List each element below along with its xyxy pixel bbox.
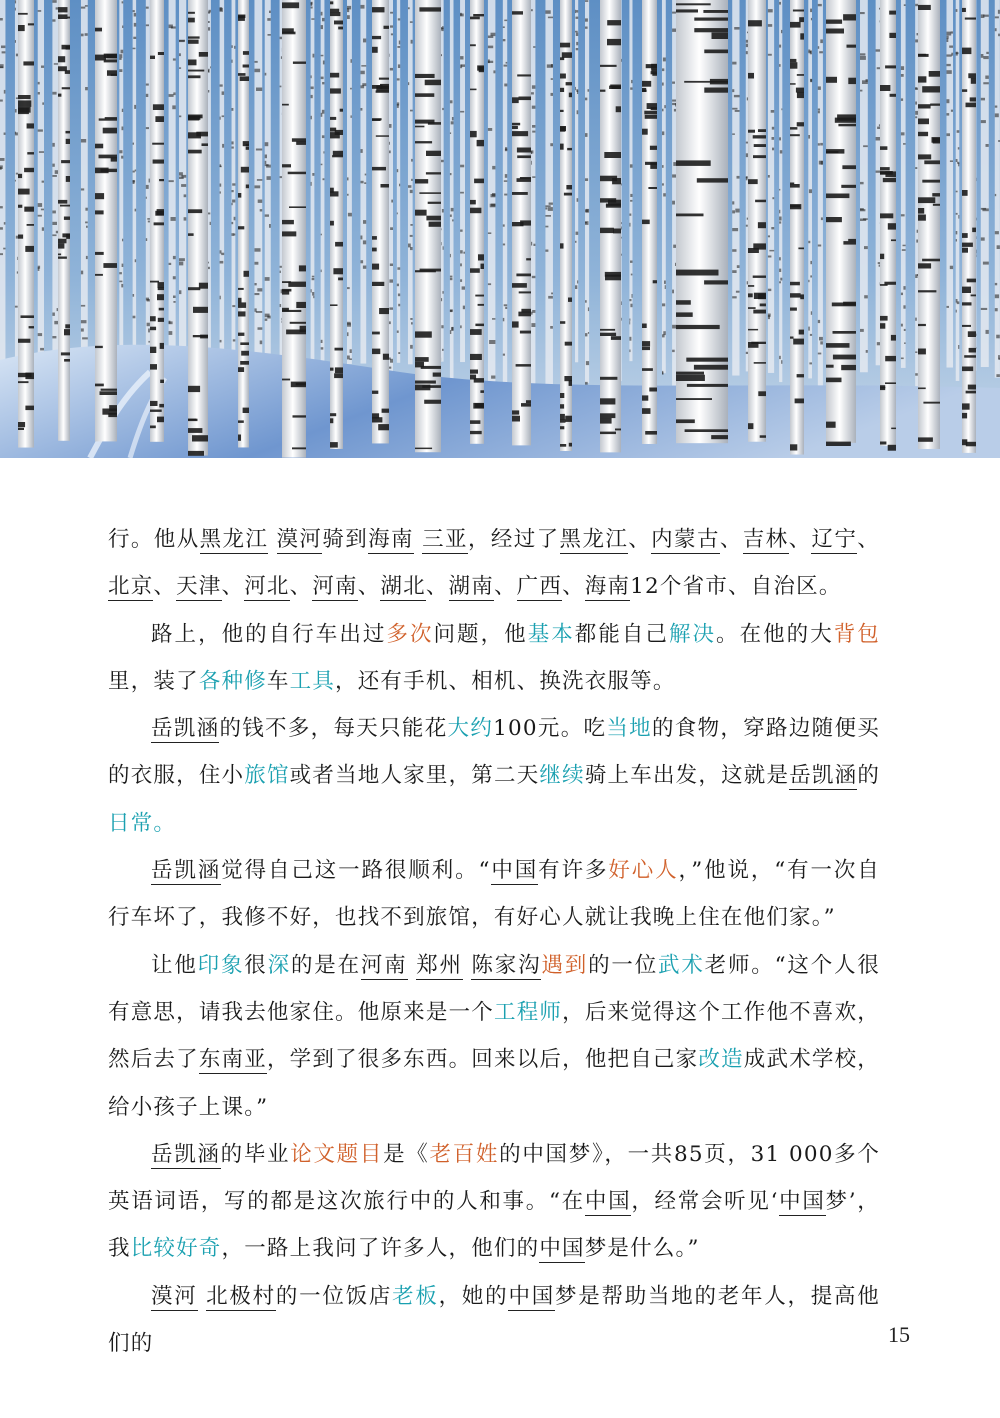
proper-noun: 天津: [176, 574, 222, 600]
text-run: [414, 527, 422, 552]
text-run: 的毕业: [220, 1141, 291, 1167]
text-run: 12个省市、自治区。: [630, 574, 842, 600]
proper-noun: 漠河: [276, 527, 323, 552]
vocab-word: 各种修: [198, 668, 267, 694]
text-run: 问题，他: [433, 621, 528, 647]
text-run: [408, 953, 417, 978]
text-run: 、: [357, 574, 381, 600]
proper-noun: 岳凯涵: [151, 716, 220, 742]
text-run: 梦是帮助当地的老年人，提高他们的: [108, 1283, 880, 1357]
text-run: 、: [628, 527, 652, 552]
text-run: 、: [719, 527, 743, 552]
text-run: ，她的: [438, 1283, 509, 1309]
text-run: ，后来觉得这个工作他不喜欢，然后去了: [108, 999, 880, 1073]
vocab-word: 遇到: [541, 952, 589, 978]
vocab-word: 印象: [197, 952, 245, 978]
birch-forest-photo: [0, 0, 1000, 458]
article-body: [108, 516, 880, 1367]
text-run: 让他: [151, 952, 198, 978]
proper-noun: 北极村: [206, 1283, 276, 1309]
proper-noun: 内蒙古: [651, 527, 720, 552]
vocab-word: 老百姓: [429, 1141, 500, 1167]
text-run: 100元。吃: [493, 716, 607, 742]
vocab-word: 。: [153, 810, 177, 836]
proper-noun: 中国: [539, 1236, 585, 1262]
proper-noun: 郑州: [416, 952, 463, 978]
proper-noun: 陈家沟: [471, 952, 542, 978]
text-run: 老师。“这个人很有意思，请我去他家住。他原来是一个: [108, 952, 881, 1025]
proper-noun: 海南: [584, 574, 631, 600]
proper-noun: 湖南: [448, 574, 494, 600]
proper-noun: 河南: [312, 574, 358, 600]
vocab-word: 日常: [108, 810, 154, 836]
vocab-word: 继续: [539, 763, 585, 789]
paragraph: [108, 1131, 880, 1273]
paragraph: [108, 1273, 880, 1368]
vocab-word: 好心人: [608, 858, 679, 884]
text-run: 的是在: [290, 952, 361, 978]
text-run: 车: [266, 668, 290, 694]
text-run: 、: [857, 527, 880, 552]
paragraph: [108, 847, 880, 942]
vocab-word: 解决: [668, 621, 717, 647]
text-run: 、: [788, 527, 812, 552]
text-run: 的钱不多，每天只能花: [219, 716, 448, 742]
text-run: 的食物，穿路边随便买的衣服，住小: [108, 716, 880, 789]
text-run: 、: [493, 574, 517, 600]
vocab-word: 多次: [386, 621, 434, 647]
vocab-word: 改造: [698, 1047, 744, 1073]
text-run: 骑上车出发，这就是: [584, 763, 790, 789]
text-run: 行。他从: [108, 527, 200, 552]
vocab-word: 工具: [289, 668, 336, 694]
text-run: ，”他说，“有一次自行车坏了，我修不好，也找不到旅馆，有好心人就让我晚上住在他们家。”: [108, 858, 881, 931]
page-number: 15: [888, 1322, 910, 1347]
text-run: 、: [425, 574, 449, 600]
text-run: 都能自己: [574, 621, 669, 647]
text-run: 、: [289, 574, 313, 600]
proper-noun: 东南亚: [198, 1047, 267, 1073]
proper-noun: 岳凯涵: [789, 763, 858, 789]
text-run: 有许多: [538, 858, 609, 884]
proper-noun: 广西: [516, 574, 563, 600]
text-run: [198, 1284, 207, 1309]
proper-noun: 海南: [368, 527, 414, 552]
proper-noun: 岳凯涵: [151, 1141, 221, 1167]
proper-noun: 黑龙江: [559, 527, 629, 552]
paragraph: [108, 705, 880, 847]
text-run: 觉得自己这一路很顺利。“: [221, 858, 491, 884]
text-run: [268, 527, 276, 552]
vocab-word: 老板: [392, 1283, 439, 1309]
text-run: ，一路上我问了许多人，他们的: [221, 1236, 540, 1262]
text-run: 梦’，我: [108, 1189, 880, 1262]
proper-noun: 辽宁: [811, 527, 858, 552]
paragraph: [108, 942, 880, 1131]
text-run: 骑到: [322, 527, 369, 552]
text-run: 。在他的大: [716, 621, 834, 647]
proper-noun: 中国: [584, 1189, 632, 1215]
vocab-word: 基本: [527, 621, 575, 647]
proper-noun: 中国: [508, 1283, 555, 1309]
vocab-word: 深: [267, 952, 291, 978]
proper-noun: 中国: [490, 858, 539, 884]
proper-noun: 湖北: [380, 574, 426, 600]
text-run: 、: [221, 574, 245, 600]
text-run: 的一位饭店: [275, 1283, 393, 1309]
proper-noun: 北京: [108, 574, 154, 600]
text-run: 的中国梦》，一共85页，31 000多个英语词语，写的都是这次旅行中的人和事。“在: [108, 1141, 881, 1215]
paragraph: [108, 516, 880, 611]
text-run: 、: [153, 574, 177, 600]
proper-noun: 吉林: [742, 527, 789, 552]
proper-noun: 河北: [244, 574, 290, 600]
text-run: ，学到了很多东西。回来以后，他把自己家: [266, 1047, 699, 1073]
proper-noun: 三亚: [422, 527, 468, 552]
text-run: 很: [244, 952, 268, 978]
text-run: 路上，他的自行车出过: [151, 621, 387, 647]
text-run: 、: [562, 574, 585, 600]
text-run: ，经过了: [467, 527, 560, 552]
proper-noun: 河南: [360, 952, 408, 978]
vocab-word: 比较好奇: [130, 1236, 222, 1262]
vocab-word: 旅馆: [244, 763, 290, 789]
text-run: 成武术学校，给小孩子上课。”: [108, 1047, 881, 1120]
vocab-word: 武术: [658, 952, 705, 978]
proper-noun: 黑龙江: [199, 527, 269, 552]
paragraph: [108, 611, 880, 706]
vocab-word: 当地: [606, 716, 652, 742]
text-run: 或者当地人家里，第二天: [289, 763, 540, 789]
text-run: 梦是什么。”: [584, 1236, 700, 1262]
vocab-word: 论文题目: [290, 1141, 384, 1167]
proper-noun: 岳凯涵: [151, 858, 222, 884]
vocab-word: 背包: [833, 621, 881, 647]
text-run: 里，装了: [108, 668, 199, 694]
vocab-word: 工程师: [494, 999, 563, 1025]
text-run: ，还有手机、相机、换洗衣服等。: [335, 668, 676, 694]
text-run: 的一位: [588, 952, 659, 978]
text-run: ，经常会听见‘: [631, 1189, 779, 1215]
text-run: 是《: [383, 1141, 430, 1167]
proper-noun: 漠河: [151, 1283, 198, 1309]
proper-noun: 中国: [778, 1189, 826, 1215]
vocab-word: 大约: [447, 716, 494, 742]
text-run: 的: [857, 763, 881, 789]
